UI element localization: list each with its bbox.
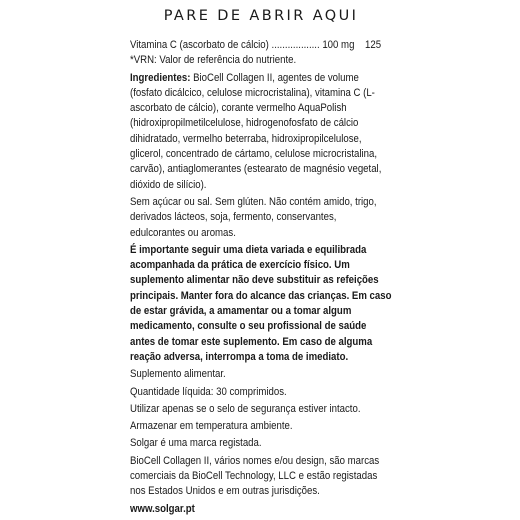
ingredients-paragraph — [130, 71, 392, 193]
trademark-notice: Solgar é uma marca registada. — [130, 437, 262, 450]
nutrient-leader: .................. — [271, 39, 320, 51]
label-text-block — [130, 38, 392, 517]
free-from-statement: Sem açúcar ou sal. Sem glúten. Não contém amido, trigo, derivados lácteos, soja, fermento, conservantes, edulcorantes ou aromas. — [130, 195, 377, 239]
vrn-footnote: *VRN: Valor de referência do nutriente. — [130, 54, 297, 67]
biocell-trademark-notice: BioCell Collagen II, vários nomes e/ou design, são marcas comerciais da BioCell Technology, LLC e estão registadas nos Estados Unidos e em outras jurisdições. — [130, 454, 380, 498]
product-type: Suplemento alimentar. — [130, 368, 226, 381]
net-quantity: Quantidade líquida: 30 comprimidos. — [130, 385, 287, 398]
nutrient-name-and-amount — [130, 38, 354, 53]
tear-here-title: PARE DE ABRIR AQUI — [163, 8, 359, 24]
ingredients-label: Ingredientes: — [130, 71, 191, 84]
nutrient-name: Vitamina C (ascorbato de cálcio) — [130, 39, 269, 51]
nutrient-row-vitamin-c — [130, 38, 381, 53]
storage-instruction: Armazenar em temperatura ambiente. — [130, 420, 293, 433]
label-panel — [130, 8, 392, 519]
website-link[interactable]: www.solgar.pt — [130, 502, 195, 515]
usage-instruction: Utilizar apenas se o selo de segurança estiver intacto. — [130, 402, 361, 415]
nutrient-amount: 100 mg — [322, 39, 355, 51]
warning-statement: É importante seguir uma dieta variada e equilibrada acompanhada da prática de exercício físico. Um suplemento alimentar não deve substituir as refeições principais. Manter fora do alcance das crianças. Em caso de estar grávida, a amamentar ou a tomar algum medicamento, consulte o seu profissional de saúde antes de tomar este suplemento. Em caso de alguma reação adversa, interrompa a toma de imediato. — [130, 243, 392, 363]
ingredients-text: BioCell Collagen II, agentes de volume (fosfato dicálcico, celulose microcristalina), vitamina C (L-ascorbato de cálcio), corante vermelho AquaPolish (hidroxipropilmetilcelulose, hidrogenofosfato de cálcio dihidratado, vermelho beterraba, hidroxipropilcelulose, glicerol, concentrado de cártamo, celulose microcristalina, carvão), antiaglomerantes (estearato de magnésio vegetal, dióxido de silício). — [130, 71, 382, 191]
nutrient-vrn: 125 — [365, 39, 382, 51]
